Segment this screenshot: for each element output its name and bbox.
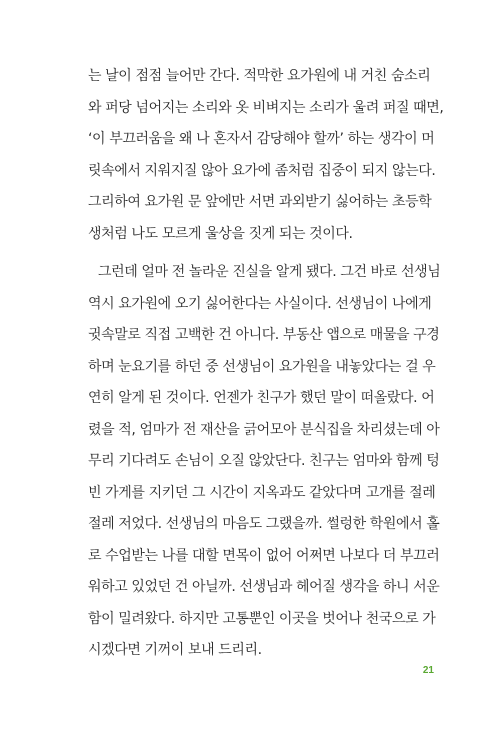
paragraph-2-line-1: 그런데 얼마 전 놀라운 진실을 알게 됐다. 그건 바로 선생님 [98, 264, 441, 280]
paragraph-2-line-6: 렸을 적, 엄마가 전 재산을 긁어모아 분식집을 차리셨는데 아 [88, 422, 440, 438]
paragraph-2-line-11: 워하고 있었던 건 아닐까. 선생님과 헤어질 생각을 하니 서운 [88, 579, 440, 595]
paragraph-2-line-7: 무리 기다려도 손님이 오질 않았단다. 친구는 엄마와 함께 텅 [88, 453, 440, 469]
paragraph-1-line-3: ‘이 부끄러움을 왜 나 혼자서 감당해야 할까’ 하는 생각이 머 [88, 131, 435, 147]
paragraph-2-line-2: 역시 요가원에 오기 싫어한다는 사실이다. 선생님이 나에게 [88, 296, 432, 312]
paragraph-1-line-2: 와 퍼당 넘어지는 소리와 옷 비벼지는 소리가 울려 퍼질 때면, [88, 100, 444, 116]
paragraph-2-line-9: 절레 저었다. 선생님의 마음도 그랬을까. 썰렁한 학원에서 홀 [88, 516, 440, 532]
paragraph-2-line-5: 연히 알게 된 것이다. 언젠가 친구가 했던 말이 떠올랐다. 어 [88, 390, 435, 406]
paragraph-2-line-12: 함이 밀려왔다. 하지만 고통뿐인 이곳을 벗어나 천국으로 가 [88, 611, 436, 627]
page-number: 21 [422, 665, 434, 676]
paragraph-2-line-3: 귓속말로 직접 고백한 건 아니다. 부동산 앱으로 매물을 구경 [88, 327, 440, 343]
paragraph-2-line-13: 시겠다면 기꺼이 보내 드리리. [88, 642, 262, 658]
paragraph-2-line-10: 로 수업받는 나를 대할 면목이 없어 어쩌면 나보다 더 부끄러 [88, 548, 440, 564]
paragraph-1-line-4: 릿속에서 지워지질 않아 요가에 좀처럼 집중이 되지 않는다. [88, 163, 436, 179]
paragraph-1-line-5: 그리하여 요가원 문 앞에만 서면 과외받기 싫어하는 초등학 [88, 194, 432, 210]
paragraph-2-line-4: 하며 눈요기를 하던 중 선생님이 요가원을 내놓았다는 걸 우 [88, 359, 436, 375]
paragraph-1-line-6: 생처럼 나도 모르게 울상을 짓게 되는 것이다. [88, 226, 353, 242]
paragraph-2-line-8: 빈 가게를 지키던 그 시간이 지옥과도 같았다며 고개를 절레 [88, 485, 436, 501]
paragraph-1-line-1: 는 날이 점점 늘어만 간다. 적막한 요가원에 내 거친 숨소리 [88, 68, 431, 84]
